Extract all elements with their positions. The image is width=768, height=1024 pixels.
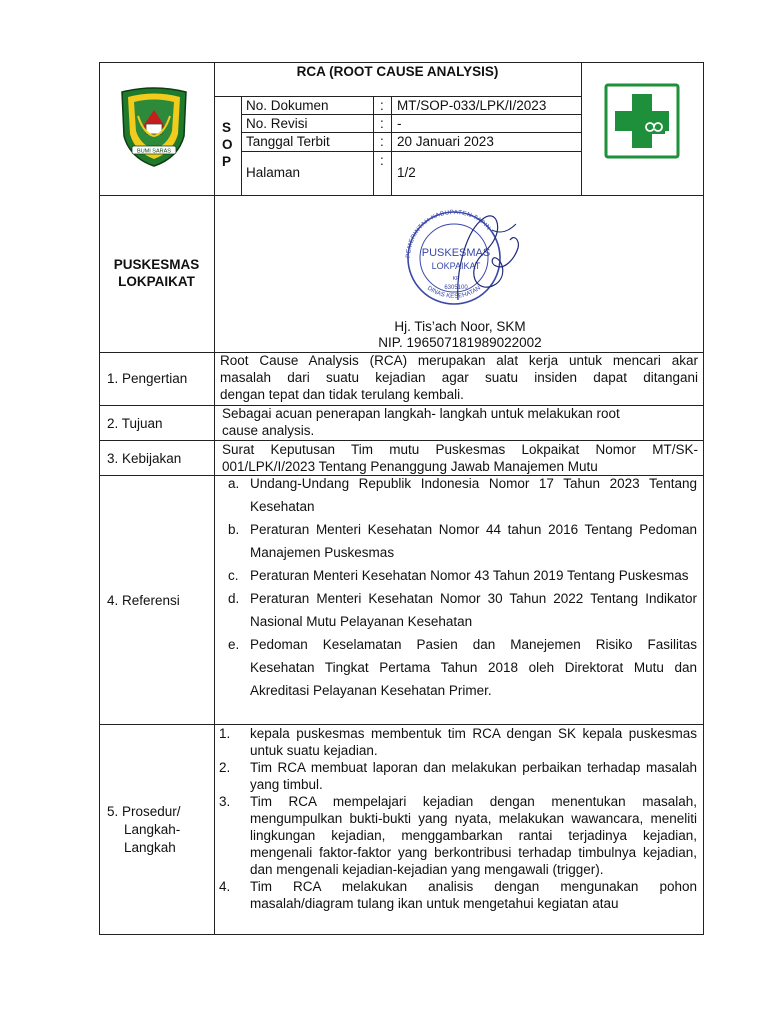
pengertian-line-2: masalah dari suatu kejadian agar suatu insiden dapat ditangani xyxy=(220,370,698,385)
issue-date-value: 20 Januari 2023 xyxy=(397,134,494,149)
procedure-step xyxy=(219,878,697,912)
svg-text:BUMI SARAS: BUMI SARAS xyxy=(137,148,171,155)
procedure-text: Tim RCA mempelajari kejadian dengan menentukan masalah, mengumpulkan bukti-bukti yang nyata, melakukan wawancara, meneliti lingkungan kejadian, menggambarkan rantai terjadinya kejadian, mengenali faktor-faktor yang berkontribusi terhadap timbulnya kejadian, dan mengenali kejadian-kejadian yang mengawali (trigger). xyxy=(250,794,697,877)
reference-item xyxy=(228,633,697,702)
svg-text:KP: KP xyxy=(452,276,460,282)
svg-text:PUSKESMAS: PUSKESMAS xyxy=(421,247,491,259)
svg-text:PEMERINTAH KABUPATEN TAPIN: PEMERINTAH KABUPATEN TAPIN xyxy=(404,208,493,259)
reference-item xyxy=(228,564,697,587)
reference-list xyxy=(228,472,697,702)
section-label-prosedur-3: Langkah xyxy=(124,840,176,855)
procedure-marker: 1. xyxy=(219,726,231,741)
reference-marker: b. xyxy=(228,522,240,537)
official-stamp-signature xyxy=(396,200,526,310)
section-label-prosedur-1: 5. Prosedur/ xyxy=(107,804,181,819)
document-title: RCA (ROOT CAUSE ANALYSIS) xyxy=(296,64,499,79)
reference-text: Peraturan Menteri Kesehatan Nomor 44 tahun 2016 Tentang Pedoman Manajemen Puskesmas xyxy=(250,522,697,560)
sop-letter-o: O xyxy=(222,137,233,152)
doc-number-label: No. Dokumen xyxy=(246,98,329,113)
regional-emblem-logo xyxy=(118,86,190,168)
revision-value: - xyxy=(397,116,402,131)
procedure-list xyxy=(219,725,697,912)
page-value: 1/2 xyxy=(397,165,416,180)
revision-label: No. Revisi xyxy=(246,116,308,131)
section-label-prosedur-2: Langkah- xyxy=(124,822,181,837)
procedure-marker: 4. xyxy=(219,879,231,894)
revision-sep: : xyxy=(380,116,384,131)
sop-letter-p: P xyxy=(222,154,232,169)
sop-letter-s: S xyxy=(222,120,232,135)
procedure-text: kepala puskesmas membentuk tim RCA dengan SK kepala puskesmas untuk suatu kejadian. xyxy=(250,726,697,758)
procedure-marker: 2. xyxy=(219,760,231,775)
page-label: Halaman xyxy=(246,165,301,180)
reference-marker: a. xyxy=(228,476,240,491)
reference-marker: e. xyxy=(228,637,240,652)
issue-date-sep: : xyxy=(380,134,384,149)
issue-date-label: Tanggal Terbit xyxy=(246,134,330,149)
kebijakan-line-2: 001/LPK/I/2023 Tentang Penanggung Jawab Manajemen Mutu xyxy=(222,459,598,474)
reference-text: Undang-Undang Republik Indonesia Nomor 17 Tahun 2023 Tentang Kesehatan xyxy=(250,476,697,514)
reference-text: Peraturan Menteri Kesehatan Nomor 30 Tahun 2022 Tentang Indikator Nasional Mutu Pelayanan Kesehatan xyxy=(250,591,697,629)
section-label-pengertian: 1. Pengertian xyxy=(107,371,188,386)
org-name-line2: LOKPAIKAT xyxy=(118,274,195,289)
procedure-text: Tim RCA membuat laporan dan melakukan perbaikan terhadap masalah yang timbul. xyxy=(250,760,697,792)
svg-text:CO: CO xyxy=(651,126,657,130)
procedure-step xyxy=(219,793,697,878)
kebijakan-line-1: Surat Keputusan Tim mutu Puskesmas Lokpaikat Nomor MT/SK- xyxy=(222,442,698,457)
pengertian-line-1: Root Cause Analysis (RCA) merupakan alat kerja untuk mencari akar xyxy=(220,353,698,368)
svg-text:DINAS KESEHATAN: DINAS KESEHATAN xyxy=(426,284,482,300)
signatory-nip: NIP. 196507181989022002 xyxy=(378,335,542,350)
page-sep: : xyxy=(380,153,384,168)
doc-number-value: MT/SOP-033/LPK/I/2023 xyxy=(397,98,547,113)
procedure-text: Tim RCA melakukan analisis dengan mengunakan pohon masalah/diagram tulang ikan untuk mengetahui kegiatan atau xyxy=(250,879,697,911)
reference-item xyxy=(228,518,697,564)
procedure-step xyxy=(219,725,697,759)
section-label-tujuan: 2. Tujuan xyxy=(107,416,163,431)
pengertian-line-3: dengan tepat dan tidak terulang kembali. xyxy=(220,387,464,402)
doc-number-sep: : xyxy=(380,98,384,113)
reference-item xyxy=(228,472,697,518)
procedure-step xyxy=(219,759,697,793)
reference-item xyxy=(228,587,697,633)
org-name-line1: PUSKESMAS xyxy=(113,257,200,272)
svg-text:6305100: 6305100 xyxy=(444,285,468,291)
signatory-name: Hj. Tis’ach Noor, SKM xyxy=(394,319,526,334)
section-label-referensi: 4. Referensi xyxy=(107,593,180,608)
tujuan-line-1: Sebagai acuan penerapan langkah- langkah untuk melakukan root xyxy=(222,406,620,421)
svg-text:LOKPAIKAT: LOKPAIKAT xyxy=(431,261,481,271)
reference-text: Peraturan Menteri Kesehatan Nomor 43 Tahun 2019 Tentang Puskesmas xyxy=(250,568,689,583)
reference-marker: d. xyxy=(228,591,240,606)
tujuan-line-2: cause analysis. xyxy=(222,423,315,438)
section-label-kebijakan: 3. Kebijakan xyxy=(107,451,182,466)
reference-marker: c. xyxy=(228,568,239,583)
puskesmas-logo xyxy=(603,82,681,160)
procedure-marker: 3. xyxy=(219,794,231,809)
reference-text: Pedoman Keselamatan Pasien dan Manejemen Risiko Fasilitas Kesehatan Tingkat Pertama Tahun 2018 oleh Direktorat Mutu dan Akreditasi Pelayanan Kesehatan Primer. xyxy=(250,637,697,698)
